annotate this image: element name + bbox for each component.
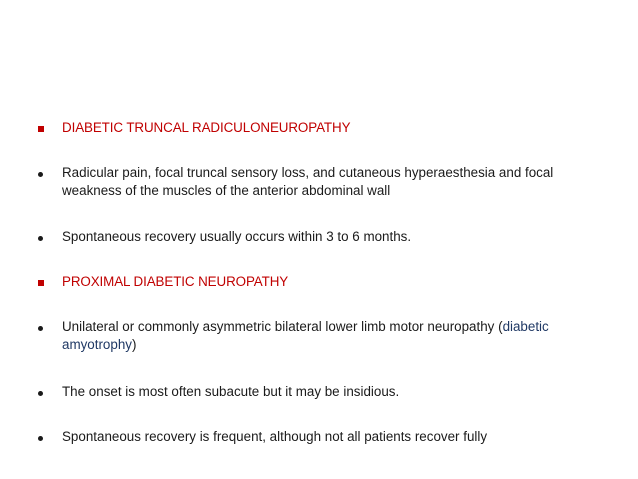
- point-text: Radicular pain, focal truncal sensory loss, and cutaneous hyperaesthesia and focal weakness of the muscles of the anterior abdominal wall: [62, 165, 554, 198]
- bullet-point-onset: [38, 383, 608, 401]
- heading-text: PROXIMAL DIABETIC NEUROPATHY: [62, 274, 289, 289]
- round-bullet-icon: [38, 383, 58, 401]
- heading-proximal-diabetic-neuropathy: [38, 273, 608, 291]
- point-text: [62, 318, 608, 354]
- point-text: Spontaneous recovery is frequent, although not all patients recover fully: [62, 429, 488, 444]
- point-text: The onset is most often subacute but it may be insidious.: [62, 384, 400, 399]
- heading-text: DIABETIC TRUNCAL RADICULONEUROPATHY: [62, 120, 351, 135]
- square-bullet-icon: [38, 119, 58, 137]
- square-bullet-icon: [38, 273, 58, 291]
- bullet-point-recovery-frequent: [38, 428, 608, 446]
- heading-truncal-radiculoneuropathy: [38, 119, 608, 137]
- term-diabetic-amyotrophy: diabetic amyotrophy: [62, 319, 549, 352]
- point-text: Spontaneous recovery usually occurs within 3 to 6 months.: [62, 229, 412, 244]
- bullet-point-unilateral-neuropathy: [38, 318, 608, 354]
- round-bullet-icon: [38, 228, 58, 246]
- bullet-point-radicular-pain: [38, 164, 608, 200]
- point-text-after: ): [131, 337, 137, 352]
- round-bullet-icon: [38, 318, 58, 336]
- bullet-point-recovery-months: [38, 228, 608, 246]
- round-bullet-icon: [38, 164, 58, 182]
- point-text-before: Unilateral or commonly asymmetric bilateral lower limb motor neuropathy (: [62, 319, 503, 334]
- round-bullet-icon: [38, 428, 58, 446]
